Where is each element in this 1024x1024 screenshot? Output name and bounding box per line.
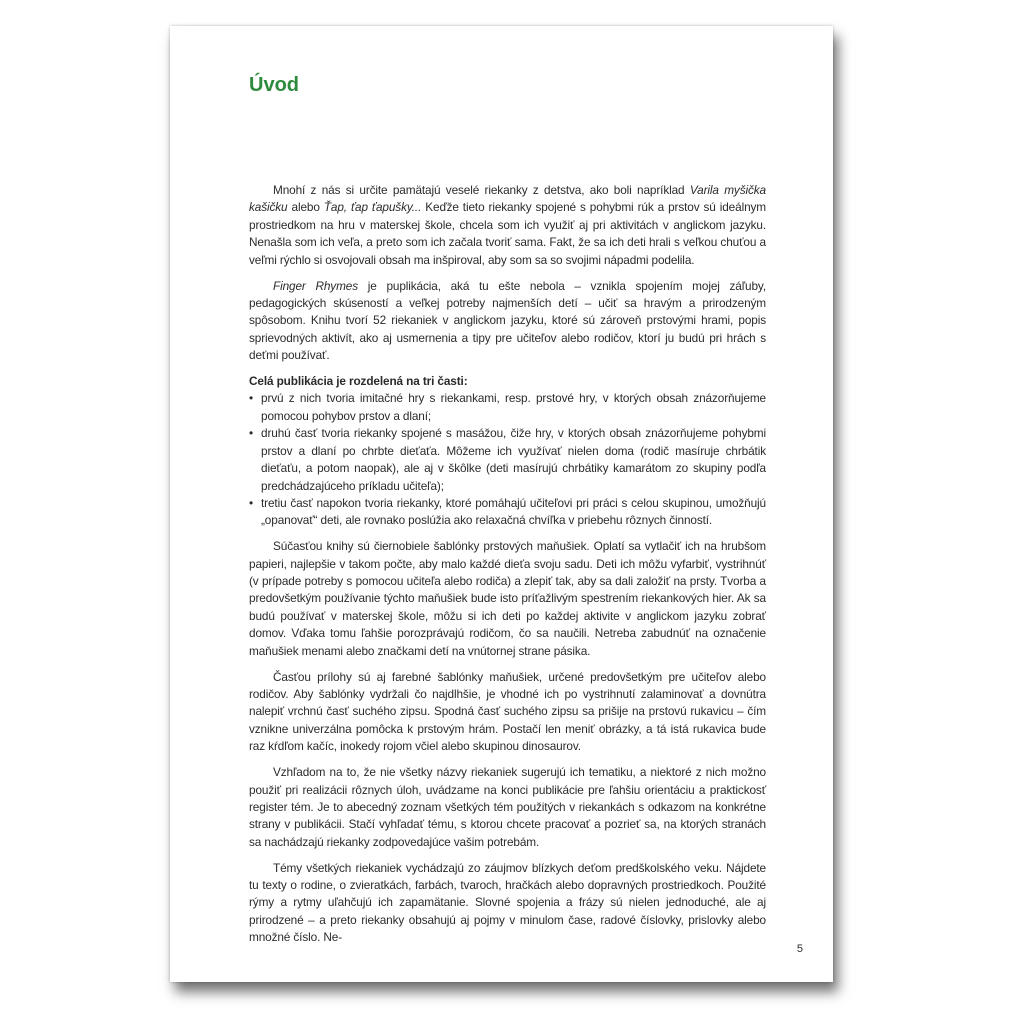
- paragraph-intro-text-2: alebo: [287, 200, 324, 215]
- paragraph-intro: [249, 182, 766, 269]
- book-title-finger-rhymes: Finger Rhymes: [273, 278, 359, 293]
- page-body: [249, 182, 766, 947]
- paragraph-intro-text-3: Keďže tieto riekanky spojené s pohybmi rúk a prstov sú ideálnym prostriedkom na hru v materskej škole, chcela som ich využiť aj pri aktivitách v anglickom jazyku. Nenašla som ich veľa, a preto som ich začala tvoriť sama. Fakt, že sa ich deti hrali s veľkou chuťou a veľmi rýchlo si osvojovali obsah ma inšpiroval, aby som sa so svojimi nápadmi podelila.: [249, 200, 766, 267]
- bullet-icon: •: [249, 426, 254, 441]
- list-item: [249, 390, 766, 425]
- list-item: [249, 425, 766, 495]
- paragraph-color-templates: Časťou prílohy sú aj farebné šablónky maňušiek, určené predovšetkým pre učiteľov alebo rodičov. Aby šablónky vydržali čo najdlhšie, je vhodné ich po vystrihnutí zalaminovať a dovnútra nalepiť vrchnú časť suchého zipsu. Spodná časť suchého zipsu sa prišije na prstovú rukavicu – čím vznikne univerzálna pomôcka k prstovým hrám. Postačí len meniť obrázky, a tá istá rukavica bude raz kŕdľom kačíc, inokedy rojom včiel alebo skupinou dinosaurov.: [249, 669, 766, 754]
- page-number: 5: [796, 943, 803, 955]
- parts-list: [249, 390, 766, 529]
- paragraph-register: Vzhľadom na to, že nie všetky názvy riekaniek sugerujú ich tematiku, a niektoré z nich možno použiť pri realizácii rôznych úloh, uvádzame na konci publikácie pre ľahšiu orientáciu a praktickosť register tém. Je to abecedný zoznam všetkých tém použitých v riekankách s odkazom na konkrétne strany v publikácii. Stačí vyhľadať tému, s ktorou chcete pracovať a pozrieť sa, na ktorých stranách sa nachádzajú riekanky zodpovedajúce vašim potrebám.: [249, 765, 766, 849]
- paragraph-finger-rhymes-text: je puplikácia, aká tu ešte nebola – vznikla spojením mojej záľuby, pedagogických skúseností a veľkej potreby najmenších detí – učiť sa hravým a prirodzeným spôsobom. Knihu tvorí 52 riekaniek v anglickom jazyku, ktoré sú zároveň prstovými hrami, popis sprievodných aktivít, ako aj usmernenia a tipy pre učiteľov alebo rodičov, ktorí ju budú pri hrách s deťmi používať.: [249, 278, 766, 363]
- paragraph-finger-rhymes: [249, 278, 766, 365]
- list-item: [249, 495, 766, 530]
- paragraph-themes: Témy všetkých riekaniek vychádzajú zo záujmov blízkych deťom predškolského veku. Nájdete tu texty o rodine, o zvieratkách, farbách, tvaroch, hračkách alebo dopravných prostriedkoch. Použité rýmy a rytmy uľahčujú ich zapamätanie. Slovné spojenia a frázy sú nielen jednoduché, ale aj prirodzené – a preto riekanky obsahujú aj pojmy v minulom čase, radové číslovky, prislovky alebo množné číslo. Ne-: [249, 860, 766, 945]
- list-item-text: druhú časť tvoria riekanky spojené s masážou, čiže hry, v ktorých obsah znázorňujeme pohybmi prstov a dlaní po chrbte dieťaťa. Môžeme ich využívať nielen doma (rodič masíruje chrbátik dieťaťu, a potom naopak), ale aj v škôlke (deti masírujú chrbátiky kamarátom zo skupiny podľa predchádzajúceho príkladu učiteľa);: [261, 426, 766, 493]
- rhyme-title-tap: Ťap, ťap ťapušky...: [323, 200, 422, 215]
- paragraph-puppets: Súčasťou knihy sú čiernobiele šablónky prstových maňušiek. Oplatí sa vytlačiť ich na hrubšom papieri, najlepšie v takom počte, aby malo každé dieťa svoju sadu. Deti ich môžu vyfarbiť, vystrihnúť (v prípade potreby s pomocou učiteľa alebo rodiča) a zlepiť tak, aby sa dali založiť na prsty. Tvorba a predovšetkým používanie týchto maňušiek bude isto príťažlivým spestrením riekankových hier. Ak sa budú používať v materskej škole, môžu si ich deti po každej aktivite v anglickom jazyku zobrať domov. Vďaka tomu ľahšie porozprávajú rodičom, čo sa naučili. Netreba zabudnúť na označenie maňušiek menami alebo značkami detí na vnútornej strane pásika.: [249, 539, 766, 658]
- bullet-icon: •: [249, 495, 254, 510]
- book-page: [170, 26, 833, 982]
- page-title: Úvod: [249, 74, 299, 96]
- list-item-text: prvú z nich tvoria imitačné hry s riekankami, resp. prstové hry, v ktorých obsah znázorňujeme pomocou pohybov prstov a dlaní;: [261, 391, 766, 423]
- paragraph-intro-text-1: Mnohí z nás si určite pamätajú veselé riekanky z detstva, ako boli napríklad: [273, 183, 690, 197]
- list-item-text: tretiu časť napokon tvoria riekanky, ktoré pomáhajú učiteľovi pri práci s celou skupinou, umožňujú „opanovať“ deti, ale rovnako poslúžia ako relaxačná chvíľka v priebehu rôznych činností.: [261, 495, 766, 528]
- list-heading: Celá publikácia je rozdelená na tri časti:: [249, 374, 468, 389]
- rhyme-title-varila: Varila myšička kašičku: [249, 183, 766, 215]
- bullet-icon: •: [249, 391, 254, 406]
